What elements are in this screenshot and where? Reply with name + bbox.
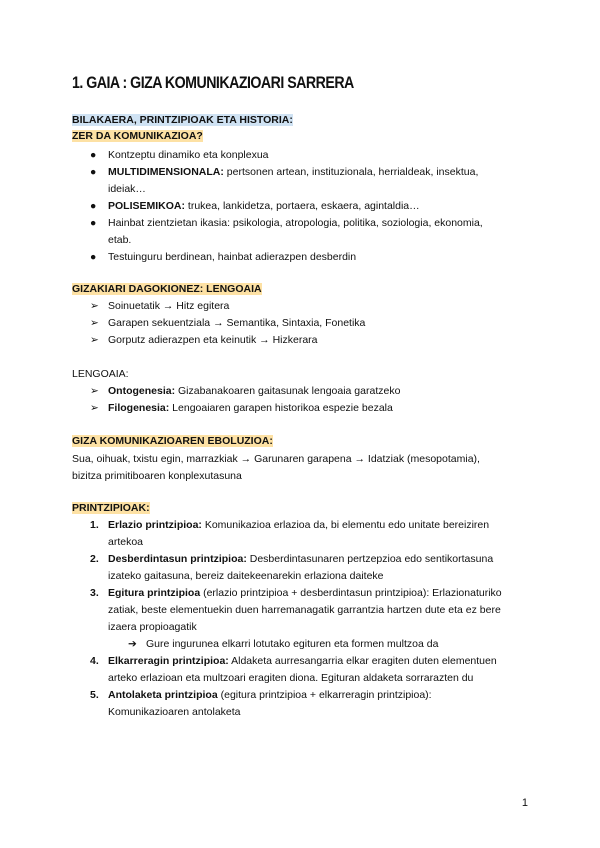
list-item — [108, 585, 502, 602]
list-item: Soinuetatik → Hitz egitera — [108, 300, 230, 312]
bullet-dot-icon: ● — [90, 149, 97, 161]
arrow-bullet-icon: ➢ — [90, 317, 99, 329]
list-item-continuation: arteko erlazioan eta multzoari eragiten diona. Egituran aldaketa sorrarazten du — [108, 672, 474, 684]
list-item: Kontzeptu dinamiko eta konplexua — [108, 149, 269, 161]
arrow-bullet-icon: ➢ — [90, 402, 99, 414]
list-item-continuation: izaera propioagatik — [108, 621, 197, 633]
list-item — [108, 383, 400, 400]
section-heading-bilakaera: BILAKAERA, PRINTZIPIOAK ETA HISTORIA: — [72, 114, 293, 126]
section-heading-zer-da: ZER DA KOMUNIKAZIOA? — [72, 130, 203, 142]
item-text: trukea, lankidetza, portaera, eskaera, agintaldia… — [185, 200, 420, 212]
section-heading-gizakiari: GIZAKIARI DAGOKIONEZ: LENGOAIA — [72, 283, 262, 295]
list-item: Testuinguru berdinean, hainbat adierazpen desberdin — [108, 251, 357, 263]
page-number: 1 — [521, 797, 528, 809]
section-heading-lengoaia: LENGOAIA: — [72, 368, 129, 380]
term: POLISEMIKOA: — [108, 200, 186, 212]
arrow-bullet-icon: ➢ — [90, 300, 99, 312]
item-text: Desberdintasunaren pertzepzioa edo sentikortasuna — [246, 553, 494, 565]
list-item-continuation: izateko gaitasuna, bereiz daitekeenarekin erlaziona daiteke — [108, 570, 384, 582]
item-text: Komunikazioa erlazioa da, bi elementu edo unitate bereiziren — [201, 519, 490, 531]
list-item-continuation: ideiak… — [108, 183, 146, 195]
paragraph-line: Sua, oihuak, txistu egin, marrazkiak → Garunaren garapena → Idatziak (mesopotamia), — [72, 453, 480, 465]
list-item: Hainbat zientzietan ikasia: psikologia, atropologia, politika, soziologia, ekonomia, — [108, 217, 483, 229]
bullet-dot-icon: ● — [90, 200, 97, 212]
list-number: 1. — [90, 519, 99, 531]
paragraph-line: bizitza primitiboaren konplexutasuna — [72, 470, 242, 482]
list-item: Garapen sekuentziala → Semantika, Sintaxia, Fonetika — [108, 317, 366, 329]
section-heading-eboluzioa: GIZA KOMUNIKAZIOAREN EBOLUZIOA: — [72, 435, 273, 447]
bullet-dot-icon: ● — [90, 251, 97, 263]
list-item — [108, 653, 497, 670]
page-title: 1. GAIA : GIZA KOMUNIKAZIOARI SARRERA — [72, 74, 354, 92]
list-item — [108, 400, 393, 417]
item-text: (egitura printzipioa + elkarreragin printzipioa): — [217, 689, 432, 701]
list-item: Gorputz adierazpen eta keinutik → Hizkerara — [108, 334, 318, 346]
list-item-continuation: etab. — [108, 234, 132, 246]
term: Antolaketa printzipioa — [108, 689, 218, 701]
item-text: Lengoaiaren garapen historikoa espezie bezala — [169, 402, 393, 414]
bullet-dot-icon: ● — [90, 166, 97, 178]
list-item — [108, 687, 432, 704]
list-item — [108, 164, 478, 181]
list-item-continuation: Komunikazioaren antolaketa — [108, 706, 241, 718]
list-number: 2. — [90, 553, 99, 565]
list-number: 3. — [90, 587, 99, 599]
term: Egitura printzipioa — [108, 587, 201, 599]
bullet-dot-icon: ● — [90, 217, 97, 229]
term: Elkarreragin printzipioa: — [108, 655, 229, 667]
term: MULTIDIMENSIONALA: — [108, 166, 224, 178]
term: Erlazio printzipioa: — [108, 519, 202, 531]
item-text: pertsonen artean, instituzionala, herrialdeak, insektua, — [223, 166, 479, 178]
list-item — [108, 551, 493, 568]
arrow-bullet-icon: ➢ — [90, 334, 99, 346]
list-item-continuation: artekoa — [108, 536, 144, 548]
arrow-bullet-icon: ➢ — [90, 385, 99, 397]
term: Desberdintasun printzipioa: — [108, 553, 247, 565]
item-text: (erlazio printzipioa + desberdintasun printzipioa): Erlazionaturiko — [200, 587, 502, 599]
list-item-continuation: zatiak, beste elementuekin duen harremanagatik garrantzia hartzen dute eta ez bere — [108, 604, 501, 616]
list-number: 4. — [90, 655, 99, 667]
section-heading-printzipioak: PRINTZIPIOAK: — [72, 502, 150, 514]
arrow-right-icon: ➔ — [128, 638, 137, 650]
list-number: 5. — [90, 689, 99, 701]
sub-list-item: Gure ingurunea elkarri lotutako egituren eta formen multzoa da — [146, 638, 439, 650]
list-item — [108, 517, 489, 534]
list-item — [108, 198, 420, 215]
term: Filogenesia: — [108, 402, 170, 414]
item-text: Aldaketa aurresangarria elkar eragiten duten elementuen — [228, 655, 497, 667]
term: Ontogenesia: — [108, 385, 176, 397]
item-text: Gizabanakoaren gaitasunak lengoaia garatzeko — [175, 385, 401, 397]
